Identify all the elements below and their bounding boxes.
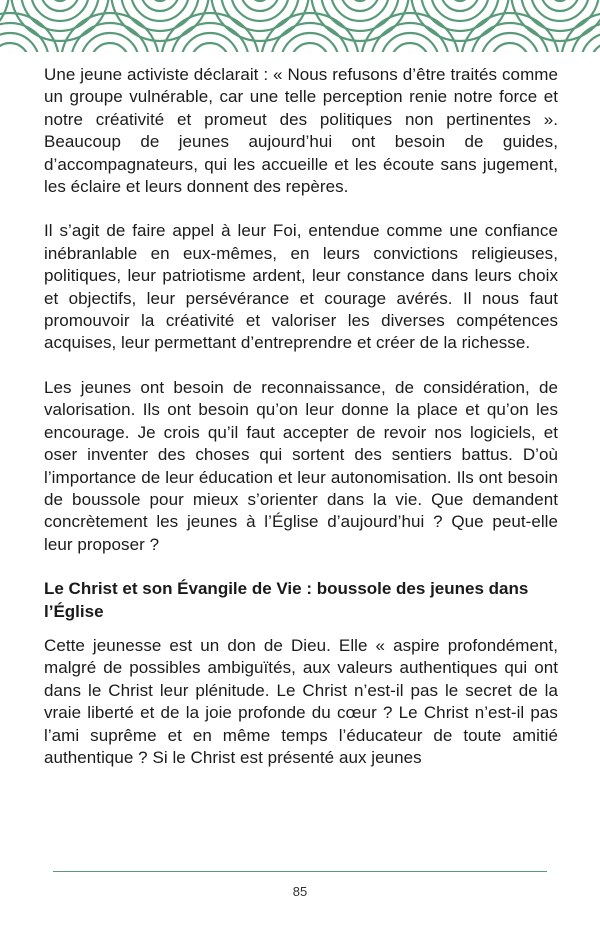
page-body bbox=[44, 64, 558, 791]
footer-divider bbox=[53, 871, 547, 872]
page-number: 85 bbox=[292, 884, 308, 899]
pattern-arc bbox=[291, 43, 329, 52]
pattern-arc bbox=[371, 23, 449, 52]
decorative-header-pattern bbox=[0, 0, 600, 52]
pattern-arc bbox=[51, 0, 69, 1]
pattern-arc bbox=[151, 0, 169, 1]
pattern-arc bbox=[0, 43, 29, 52]
pattern-arc bbox=[71, 23, 149, 52]
pattern-arc bbox=[271, 23, 349, 52]
pattern-arc bbox=[91, 43, 129, 52]
pattern-arc bbox=[491, 43, 529, 52]
pattern-arc bbox=[591, 43, 600, 52]
pattern-arc bbox=[551, 0, 569, 1]
paragraph-3: Les jeunes ont besoin de reconnaissance, de considération, de valorisation. Ils ont besoin qu’on leur donne la place et qu’on les encourage. Je crois qu’il faut accepter de revoir nos logiciels, et oser inventer des choses qui sortent des sentiers battus. D’où l’importance de leur éducation et leur autonomisation. Ils ont besoin de boussole pour mieux s’orienter dans la vie. Que demandent concrètement les jeunes à l’Église d’aujourd’hui ? Que peut-elle leur proposer ? bbox=[44, 377, 558, 554]
pattern-arc bbox=[391, 43, 429, 52]
section-paragraph: Cette jeunesse est un don de Dieu. Elle « aspire profondément, malgré de possibles ambiguïtés, aux valeurs authentiques qui ont dans le Christ leur plénitude. Le Christ n’est-il pas le secret de la vraie liberté et de la joie profonde du cœur ? Le Christ n’est-il pas l’ami suprême et en même temps l’éducateur de toute amitié authentique ? Si le Christ est présenté aux jeunes bbox=[44, 635, 558, 767]
section-heading: Le Christ et son Évangile de Vie : boussole des jeunes dans l’Église bbox=[44, 579, 529, 621]
paragraph-2: Il s’agit de faire appel à leur Foi, entendue comme une confiance inébranlable en eux-mêmes, en leurs convictions religieuses, politiques, leur patriotisme ardent, leur constance dans leurs choix et objectifs, leur persévérance et courage avérés. Il nous faut promouvoir la créativité et valoriser les diverses compétences acquises, leur permettant d’entreprendre et créer de la richesse. bbox=[44, 221, 558, 353]
pattern-arc bbox=[171, 23, 249, 52]
pattern-arc bbox=[191, 43, 229, 52]
pattern-arc bbox=[451, 0, 469, 1]
paragraph-1: Une jeune activiste déclarait : « Nous refusons d’être traités comme un groupe vulnérable, car une telle perception renie notre force et notre créativité et promeut des politiques non pertinentes ». Beaucoup de jeunes aujourd’hui ont besoin de guides, d’accompagnateurs, qui les accueille et les écoute sans jugement, les éclaire et leurs donnent des repères. bbox=[44, 65, 558, 197]
pattern-arc bbox=[561, 13, 600, 52]
pattern-arc bbox=[471, 23, 549, 52]
pattern-arc bbox=[351, 0, 369, 1]
pattern-arc bbox=[251, 0, 269, 1]
